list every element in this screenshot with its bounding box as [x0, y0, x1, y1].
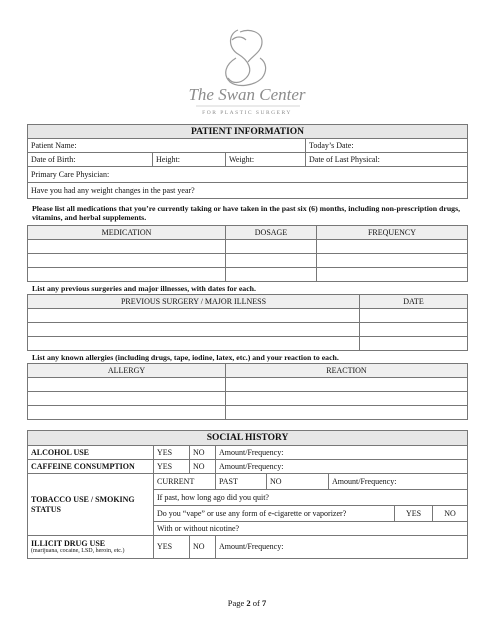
swan-icon: [226, 30, 266, 85]
alcohol-amount[interactable]: Amount/Frequency:: [216, 446, 468, 460]
social-history-title: SOCIAL HISTORY: [28, 431, 468, 446]
table-row: [28, 309, 468, 323]
table-row: [28, 323, 468, 337]
allergy-header: ALLERGY: [28, 364, 226, 378]
caffeine-label: CAFFEINE CONSUMPTION: [28, 460, 154, 474]
tobacco-current[interactable]: CURRENT: [154, 474, 216, 490]
nicotine-question[interactable]: With or without nicotine?: [154, 522, 468, 536]
last-physical-field[interactable]: Date of Last Physical:: [306, 153, 468, 167]
allergy-table: [27, 363, 468, 420]
height-field[interactable]: Height:: [153, 153, 226, 167]
patient-name-field[interactable]: Patient Name:: [28, 139, 306, 153]
caffeine-yes[interactable]: YES: [154, 460, 190, 474]
alcohol-no[interactable]: NO: [190, 446, 216, 460]
logo-subtitle: FOR PLASTIC SURGERY: [202, 110, 292, 116]
patient-info-table: [27, 124, 468, 199]
page-current: 2: [246, 598, 251, 608]
surgery-instruction: List any previous surgeries and major illnesses, with dates for each.: [32, 284, 256, 293]
reaction-header: REACTION: [226, 364, 468, 378]
social-history-table: [27, 430, 468, 559]
tobacco-no[interactable]: NO: [270, 476, 282, 486]
table-row: [28, 240, 468, 254]
quit-question[interactable]: If past, how long ago did you quit?: [154, 490, 468, 506]
surgery-header: PREVIOUS SURGERY / MAJOR ILLNESS: [28, 295, 360, 309]
alcohol-yes[interactable]: YES: [154, 446, 190, 460]
physician-field[interactable]: Primary Care Physician:: [28, 167, 468, 183]
table-row: [28, 378, 468, 392]
drugs-yes[interactable]: YES: [154, 536, 190, 559]
alcohol-label: ALCOHOL USE: [28, 446, 154, 460]
tobacco-amount[interactable]: Amount/Frequency:: [329, 474, 468, 490]
drugs-no[interactable]: NO: [190, 536, 216, 559]
swan-center-logo: [0, 18, 494, 122]
date-header: DATE: [360, 295, 468, 309]
allergy-instruction: List any known allergies (including drugs, tape, iodine, latex, etc.) and your reaction to each.: [32, 353, 339, 362]
weight-change-field[interactable]: Have you had any weight changes in the past year?: [28, 183, 468, 199]
drug-use-note: (marijuana, cocaine, LSD, heroin, etc.): [31, 548, 125, 554]
caffeine-no[interactable]: NO: [190, 460, 216, 474]
tobacco-label: TOBACCO USE / SMOKING STATUS: [28, 474, 154, 536]
vape-question: Do you “vape” or use any form of e-cigarette or vaporizer?: [154, 506, 395, 522]
caffeine-amount[interactable]: Amount/Frequency:: [216, 460, 468, 474]
patient-info-title: PATIENT INFORMATION: [28, 125, 468, 139]
surgery-table: [27, 294, 468, 351]
vape-no[interactable]: NO: [433, 506, 468, 522]
page-total: 7: [262, 598, 267, 608]
table-row: [28, 254, 468, 268]
page-prefix: Page: [227, 598, 247, 608]
drug-use-label: ILLICIT DRUG USE: [31, 539, 106, 548]
dosage-header: DOSAGE: [226, 226, 317, 240]
page-of: of: [250, 598, 262, 608]
drug-use-cell: [28, 536, 154, 559]
table-row: [28, 268, 468, 282]
page-number: [0, 598, 494, 608]
table-row: [28, 337, 468, 351]
medication-header: MEDICATION: [28, 226, 226, 240]
vape-yes[interactable]: YES: [395, 506, 433, 522]
dob-field[interactable]: Date of Birth:: [28, 153, 153, 167]
drugs-amount[interactable]: Amount/Frequency:: [216, 536, 468, 559]
logo-name: The Swan Center: [188, 85, 306, 104]
todays-date-field[interactable]: Today’s Date:: [306, 139, 468, 153]
tobacco-past[interactable]: PAST: [216, 474, 267, 489]
frequency-header: FREQUENCY: [317, 226, 468, 240]
medication-table: [27, 225, 468, 282]
medication-instruction: Please list all medications that you’re currently taking or have taken in the past six (6) months, including non-prescription drugs, vitamins, and herbal supplements.: [32, 204, 461, 222]
table-row: [28, 392, 468, 406]
table-row: [28, 406, 468, 420]
weight-field[interactable]: Weight:: [226, 153, 306, 167]
